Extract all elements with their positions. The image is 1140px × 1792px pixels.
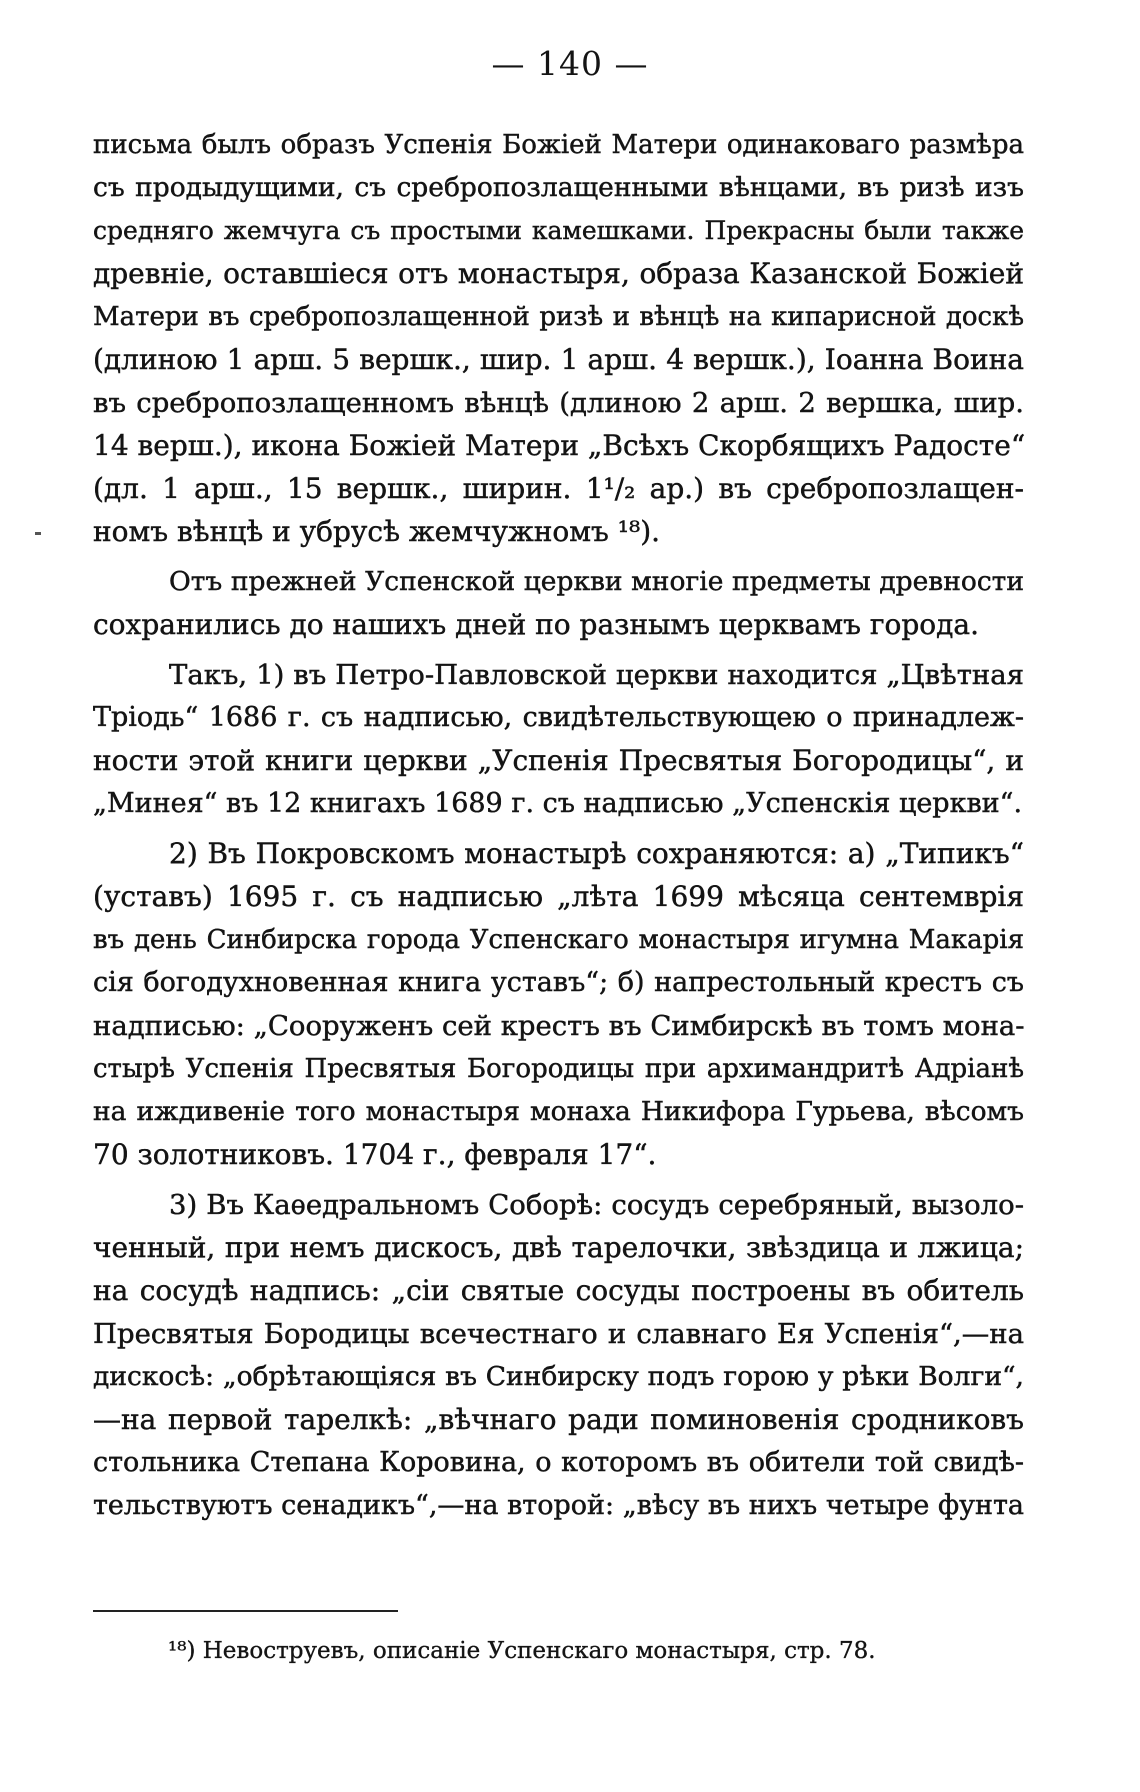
text-line: 2) Въ Покровскомъ монастырѣ сохраняются: а) „Типикъ“ — [169, 837, 1024, 870]
text-line: Матери въ сребропозлащенной ризѣ и вѣнцѣ на кипарисной доскѣ — [93, 302, 1024, 332]
text-line: номъ вѣнцѣ и убрусѣ жемчужномъ ¹⁸). — [93, 515, 661, 548]
text-line: на сосудѣ надпись: „сіи святые сосуды построены въ обитель — [93, 1274, 1024, 1307]
text-line: сія богодухновенная книга уставъ“; б) напрестольный крестъ съ — [93, 967, 1024, 998]
text-line: въ день Синбирска города Успенскаго монастыря игумна Макарія — [93, 925, 1024, 955]
text-line: древніе, оставшіеся отъ монастыря, образа Казанской Божіей — [93, 257, 1024, 290]
text-line: ченный, при немъ дискосъ, двѣ тарелочки, звѣздица и лжица; — [93, 1231, 1024, 1264]
text-line: средняго жемчуга съ простыми камешками. Прекрасны были также — [93, 216, 1024, 245]
text-line: —на первой тарелкѣ: „вѣчнаго ради поминовенія сродниковъ — [93, 1403, 1024, 1436]
text-line: дискосѣ: „обрѣтающіяся въ Синбирску подъ горою у рѣки Волги“, — [93, 1361, 1024, 1392]
margin-mark — [35, 532, 41, 535]
text-line: 70 золотниковъ. 1704 г., февраля 17“. — [93, 1138, 657, 1171]
text-line: на иждивеніе того монастыря монаха Никифора Гурьева, вѣсомъ — [93, 1096, 1024, 1127]
text-line: тельствуютъ сенадикъ“,—на второй: „вѣсу въ нихъ четыре фунта — [93, 1490, 1024, 1521]
text-line: Пресвятыя Бородицы всечестнаго и славнаго Ея Успенія“,—на — [93, 1318, 1024, 1350]
text-line: въ сребропозлащенномъ вѣнцѣ (длиною 2 арш. 2 вершка, шир. — [93, 387, 1024, 419]
text-line: Такъ, 1) въ Петро-Павловской церкви находится „Цвѣтная — [169, 659, 1024, 691]
text-line: надписью: „Сооруженъ сей крестъ въ Симбирскѣ въ томъ мона- — [93, 1010, 1025, 1042]
text-line: 14 верш.), икона Божіей Матери „Всѣхъ Скорбящихъ Радосте“ — [93, 429, 1026, 462]
text-line: Отъ прежней Успенской церкви многіе предметы древности — [169, 566, 1024, 597]
text-line: сохранились до нашихъ дней по разнымъ церквамъ города. — [93, 608, 979, 641]
text-line: Тріодь“ 1686 г. съ надписью, свидѣтельствующею о принадлеж- — [93, 702, 1024, 733]
text-line: письма былъ образъ Успенія Божіей Матери одинаковаго размѣра — [93, 130, 1024, 160]
text-line: „Минея“ въ 12 книгахъ 1689 г. съ надписью „Успенскія церкви“. — [93, 788, 1023, 819]
text-line: стырѣ Успенія Пресвятыя Богородицы при архимандритѣ Адріанѣ — [93, 1054, 1024, 1084]
text-line: (длиною 1 арш. 5 вершк., шир. 1 арш. 4 вершк.), Іоанна Воина — [93, 343, 1024, 376]
text-line: съ продыдущими, съ сребропозлащенными вѣнцами, въ ризѣ изъ — [93, 172, 1024, 203]
page-number: — 140 — — [491, 44, 649, 83]
text-line: ности этой книги церкви „Успенія Пресвятыя Богородицы“, и — [93, 744, 1024, 777]
text-line: (уставъ) 1695 г. съ надписью „лѣта 1699 мѣсяца сентемврія — [93, 880, 1024, 913]
text-line: 3) Въ Каѳедральномъ Соборѣ: сосудъ серебряный, вызоло- — [169, 1189, 1024, 1221]
footnote-divider — [93, 1610, 398, 1612]
footnote: ¹⁸) Невоструевъ, описаніе Успенскаго монастыря, стр. 78. — [168, 1638, 876, 1664]
text-line: стольника Степана Коровина, о которомъ въ обители той свидѣ- — [93, 1447, 1024, 1478]
text-line: (дл. 1 арш., 15 вершк., ширин. 1¹/₂ ар.) въ сребропозлащен- — [93, 472, 1024, 505]
